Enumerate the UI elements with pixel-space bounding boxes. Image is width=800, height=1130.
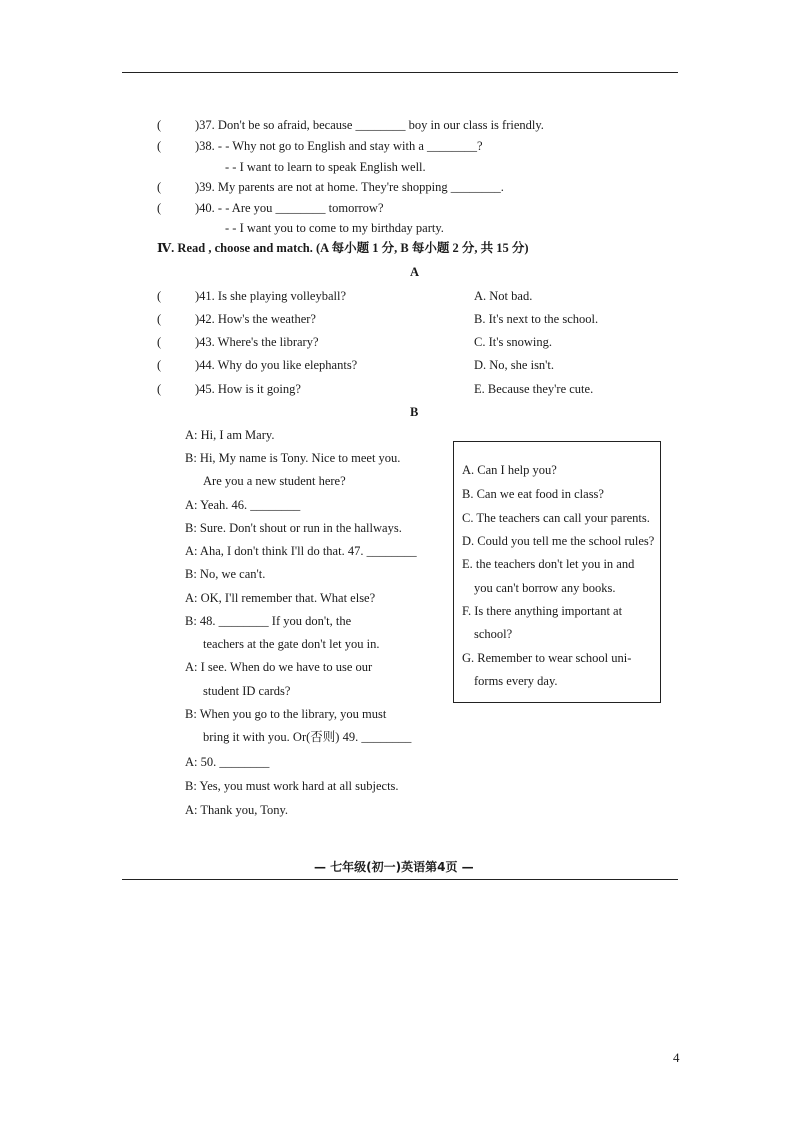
question-45: )45. How is it going?	[195, 382, 301, 396]
box-option-f: F. Is there anything important at	[462, 604, 623, 618]
box-option-a: A. Can I help you?	[462, 463, 557, 477]
paren-open: (	[157, 201, 162, 215]
paren-open: (	[157, 382, 162, 396]
paren-open: (	[157, 335, 162, 349]
answer-d: D. No, she isn't.	[474, 358, 555, 372]
question-40: )40. - - Are you ________ tomorrow?	[195, 201, 384, 215]
box-option-b: B. Can we eat food in class?	[462, 487, 604, 501]
dialogue-line: A: OK, I'll remember that. What else?	[185, 591, 376, 605]
answer-a: A. Not bad.	[474, 289, 533, 303]
answer-e: E. Because they're cute.	[474, 382, 594, 396]
page-number: 4	[673, 1050, 680, 1065]
question-38-reply: - - I want to learn to speak English well.	[225, 160, 426, 174]
dialogue-line: B: Sure. Don't shout or run in the hallways.	[185, 521, 402, 535]
paren-open: (	[157, 289, 162, 303]
part-b-label: B	[410, 405, 419, 419]
question-41: )41. Is she playing volleyball?	[195, 289, 347, 303]
paren-open: (	[157, 312, 162, 326]
box-option-g-cont: forms every day.	[474, 674, 558, 688]
question-42: )42. How's the weather?	[195, 312, 316, 326]
paren-open: (	[157, 358, 162, 372]
answer-c: C. It's snowing.	[474, 335, 552, 349]
box-option-g: G. Remember to wear school uni-	[462, 651, 632, 665]
box-option-c: C. The teachers can call your parents.	[462, 511, 650, 525]
box-option-e-cont: you can't borrow any books.	[474, 581, 616, 595]
dialogue-line: A: Aha, I don't think I'll do that. 47. ________	[185, 544, 417, 558]
dialogue-line: A: Yeah. 46. ________	[185, 498, 301, 512]
dialogue-line: B: No, we can't.	[185, 567, 266, 581]
box-option-e: E. the teachers don't let you in and	[462, 557, 635, 571]
dialogue-line: B: Yes, you must work hard at all subjects.	[185, 779, 399, 793]
box-option-f-cont: school?	[474, 627, 513, 641]
dialogue-line: student ID cards?	[203, 684, 291, 698]
dialogue-line: A: I see. When do we have to use our	[185, 660, 373, 674]
part-a-label: A	[410, 265, 420, 279]
top-rule	[122, 72, 678, 73]
question-38: )38. - - Why not go to English and stay with a ________?	[195, 139, 483, 153]
footer-page-label: — 七年级(初一)英语第4页 —	[314, 860, 474, 874]
dialogue-line: A: Thank you, Tony.	[185, 803, 289, 817]
box-option-d: D. Could you tell me the school rules?	[462, 534, 655, 548]
paren-open: (	[157, 180, 162, 194]
dialogue-line: Are you a new student here?	[203, 474, 346, 488]
dialogue-line: A: Hi, I am Mary.	[185, 428, 275, 442]
dialogue-line: bring it with you. Or(否则) 49. ________	[203, 730, 412, 744]
dialogue-line: B: 48. ________ If you don't, the	[185, 614, 352, 628]
paren-open: (	[157, 139, 162, 153]
question-44: )44. Why do you like elephants?	[195, 358, 358, 372]
bottom-rule	[122, 879, 678, 880]
answer-b: B. It's next to the school.	[474, 312, 599, 326]
section-iv-title: Ⅳ. Read , choose and match. (A 每小题 1 分, B 每小题 2 分, 共 15 分)	[157, 241, 529, 255]
paren-open: (	[157, 118, 162, 132]
dialogue-line: A: 50. ________	[185, 755, 270, 769]
dialogue-line: B: Hi, My name is Tony. Nice to meet you.	[185, 451, 401, 465]
question-40-reply: - - I want you to come to my birthday party.	[225, 221, 444, 235]
dialogue-line: teachers at the gate don't let you in.	[203, 637, 380, 651]
question-37: )37. Don't be so afraid, because ________ boy in our class is friendly.	[195, 118, 544, 132]
dialogue-line: B: When you go to the library, you must	[185, 707, 387, 721]
options-box	[453, 441, 661, 703]
question-39: )39. My parents are not at home. They're shopping ________.	[195, 180, 504, 194]
question-43: )43. Where's the library?	[195, 335, 319, 349]
